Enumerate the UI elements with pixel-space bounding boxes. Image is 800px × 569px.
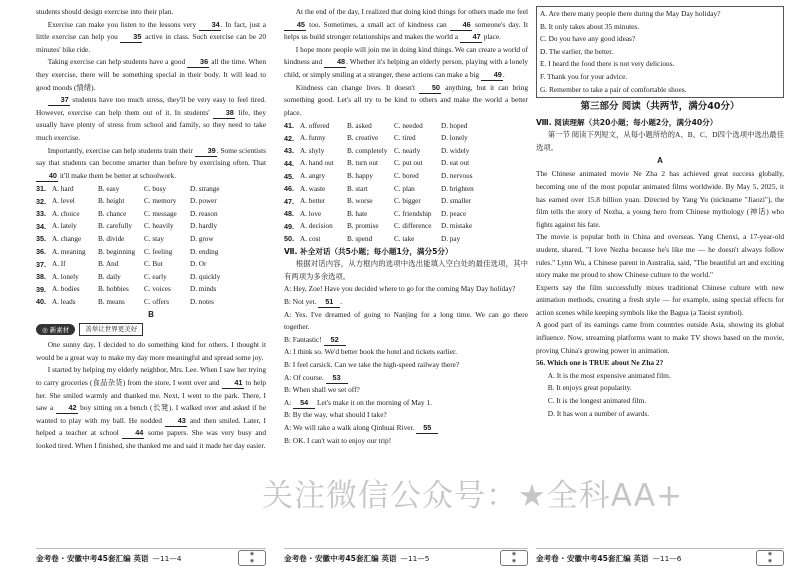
option-row-46 — [284, 182, 488, 195]
answer-blank-43[interactable]: 43 — [165, 416, 187, 427]
option-choice[interactable]: A. choice — [52, 209, 80, 218]
option-choice[interactable]: B. start — [347, 184, 368, 193]
dialogue — [284, 283, 528, 447]
option-choice[interactable]: A. hard — [52, 184, 74, 193]
dialogue-line: A: Yes. I've dreamed of going to Nanjing for a long time. We can go there together. — [284, 309, 528, 332]
option-choice[interactable]: D. eat out — [441, 159, 470, 168]
answer-blank-35[interactable]: 35 — [120, 32, 142, 43]
publisher-logo-icon: ◉ ◉ — [756, 550, 784, 566]
option-choice[interactable]: B. creative — [347, 134, 379, 143]
option-choice[interactable]: C. stay — [144, 234, 164, 243]
passage-b-continuation — [284, 6, 528, 119]
option-choice[interactable]: B. worse — [347, 197, 373, 206]
question-number: 45. — [284, 171, 294, 181]
question-number: 37. — [36, 259, 46, 269]
dialogue-line: B: By the way, what should I take? — [284, 410, 387, 420]
option-choice[interactable]: B. divide — [98, 234, 125, 243]
option-choice[interactable]: D. notes — [190, 297, 214, 306]
option-choice[interactable]: A. funny — [300, 134, 326, 143]
paragraph: The Chinese animated movie Ne Zha 2 has achieved great success globally, becoming one of the most popular animated films worldwide. By May 5, 2025, it has earned over 15.8 billion yuan. Directed by Yang Yu (nickname "Jiaozi"), the film tells the story of Nezha, a young hero from Chinese mythology (神话) who fights against his fate. — [536, 169, 784, 229]
option-choice[interactable]: A. hand out — [300, 159, 334, 168]
option-choice[interactable]: C. voices — [144, 285, 171, 294]
question-option[interactable]: D. It has won a number of awards. — [547, 408, 650, 418]
page-footer — [284, 548, 528, 567]
question-number: 50. — [284, 234, 294, 244]
answer-blank-34[interactable]: 34 — [199, 20, 221, 31]
option-choice[interactable]: B. hate — [347, 209, 368, 218]
answer-blank-52[interactable]: 52 — [324, 335, 346, 346]
dialogue-line: A: Hey, Zoe! Have you decided where to go for the coming May Day holiday? — [284, 284, 516, 294]
question-number: 41. — [284, 121, 294, 131]
option-choice[interactable]: B. daily — [98, 272, 121, 281]
reading-instructions: 第一节 阅读下列短文，从每小题所给的A、B、C、D四个选项中选出最佳选项。 — [536, 130, 784, 152]
question-number: 36. — [36, 247, 46, 257]
option-choice[interactable]: A. better — [300, 197, 326, 206]
option-choice[interactable]: D. widely — [441, 146, 470, 155]
footer-title: 金考卷 · 安徽中考45套汇编 英语 — [36, 553, 149, 563]
question-number: 44. — [284, 158, 294, 168]
option-choice[interactable]: B. turn out — [347, 159, 378, 168]
reading-passage-a — [536, 168, 784, 357]
answer-blank-54[interactable]: 54 — [293, 398, 315, 409]
option-row-47 — [284, 195, 488, 208]
question-number: 31. — [36, 184, 46, 194]
answer-blank-55[interactable]: 55 — [416, 423, 438, 434]
option-choice[interactable]: D. lonely — [441, 134, 468, 143]
answer-blank-47[interactable]: 47 — [460, 32, 482, 43]
option-choice[interactable]: C. tired — [394, 134, 416, 143]
dialogue-line: B: When shall we set off? — [284, 385, 360, 395]
dialogue-choice-option: F. Thank you for your advice. — [540, 71, 628, 81]
answer-blank-50[interactable]: 50 — [419, 83, 441, 94]
option-choice[interactable]: A. decision — [300, 222, 333, 231]
answer-blank-36[interactable]: 36 — [187, 57, 209, 68]
reading-section-heading: Ⅷ. 阅读理解（共20小题；每小题2分，满分40分） — [536, 118, 718, 128]
option-choice[interactable]: C. memory — [144, 197, 177, 206]
option-row-38 — [36, 270, 236, 283]
option-row-44 — [284, 157, 488, 170]
option-choice[interactable]: A. If — [52, 260, 66, 269]
option-choice[interactable]: C. nearly — [394, 146, 421, 155]
option-choice[interactable]: D. pay — [441, 234, 461, 243]
paragraph: Experts say the film successfully mixes traditional Chinese culture with new animation methods, creating a fresh style — for example, using special effects for action scenes while keeping symbols like the Bagua (a Taoist symbol). — [536, 282, 784, 317]
option-choice[interactable]: B. promise — [347, 222, 379, 231]
question-number: 34. — [36, 221, 46, 231]
question-56-options — [536, 370, 784, 420]
answer-blank-42[interactable]: 42 — [56, 403, 78, 414]
dialogue-line: A: 54 Let's make it on the morning of May 1. — [284, 397, 432, 407]
paragraph: Taking exercise can help students have a good 36 all the time. When they exercise, there will be something special in their body. It will lead to good moods (情绪). — [36, 57, 266, 92]
option-row-35 — [36, 233, 236, 246]
option-choice[interactable]: A. bodies — [52, 285, 80, 294]
question-number: 49. — [284, 221, 294, 231]
option-choice[interactable]: D. minds — [190, 285, 217, 294]
option-choice[interactable]: B. hobbies — [98, 285, 129, 294]
option-choice[interactable]: B. height — [98, 197, 125, 206]
part-three-title: 第三部分 阅读（共两节，满分40分） — [580, 101, 740, 113]
question-number: 48. — [284, 209, 294, 219]
option-choice[interactable]: A. level — [52, 197, 75, 206]
passage-a-continuation — [36, 6, 266, 182]
footer-title: 金考卷 · 安徽中考45套汇编 英语 — [536, 553, 649, 563]
footer-page-number: —11—5 — [400, 553, 430, 563]
option-choice[interactable]: A. love — [300, 209, 322, 218]
option-choice[interactable]: B. spend — [347, 234, 373, 243]
option-choice[interactable]: C. needed — [394, 121, 423, 130]
question-option[interactable]: B. It enjoys great popularity. — [547, 383, 632, 393]
page-footer — [536, 548, 784, 567]
dialogue-line: B: Not yet. 51 . — [284, 297, 343, 307]
dialogue-choice-option: C. Do you have any good ideas? — [540, 34, 636, 44]
option-row-36 — [36, 245, 236, 258]
paragraph: A good part of its earnings came from countries outside Asia, showing its global influence. Now, streaming platforms want to make TV shows based on the movie, proving China's growing power in animation. — [536, 320, 784, 355]
question-number: 40. — [36, 297, 46, 307]
passage-b-letter: B — [148, 310, 154, 320]
dialogue-line: A: We will take a walk along Qinhuai River. 55 — [284, 422, 528, 435]
option-choice[interactable]: D. reason — [190, 209, 218, 218]
option-row-45 — [284, 170, 488, 183]
paragraph: Kindness can change lives. It doesn't 50 anything, but it can bring something good. Let's all try to be kind to others and make the world a better place. — [284, 82, 528, 117]
answer-blank-40[interactable]: 40 — [36, 171, 58, 182]
option-row-40 — [36, 296, 236, 309]
dialogue-choice-option: E. I heard the food there is not very delicious. — [540, 59, 675, 69]
question-number: 33. — [36, 209, 46, 219]
options-table-31-40 — [36, 182, 236, 308]
passage-a-letter: A — [657, 156, 663, 166]
option-choice[interactable]: A. meaning — [52, 247, 86, 256]
footer-page-number: —11—6 — [652, 553, 682, 563]
option-row-34 — [36, 220, 236, 233]
question-number: 32. — [36, 196, 46, 206]
answer-blank-45[interactable]: 45 — [284, 20, 306, 31]
page-4 — [0, 0, 268, 569]
option-choice[interactable]: C. early — [144, 272, 167, 281]
paragraph: At the end of the day, I realized that doing kind things for others made me feel 45 too. Sometimes, a small act of kindness can 46 someone's day. It helps us build stronger relationships and makes the world a 47 place. — [284, 7, 528, 42]
answer-blank-46[interactable]: 46 — [450, 20, 472, 31]
option-choice[interactable]: A. leads — [52, 297, 76, 306]
question-number: 42. — [284, 133, 294, 143]
option-row-31 — [36, 182, 236, 195]
option-choice[interactable]: C. put out — [394, 159, 423, 168]
option-choice[interactable]: A. offered — [300, 121, 330, 130]
footer-title: 金考卷 · 安徽中考45套汇编 英语 — [284, 553, 397, 563]
option-choice[interactable]: B. easy — [98, 184, 120, 193]
paragraph: The movie is popular both in China and overseas. Yang Chenxi, a 17-year-old student, shared, "I love Nezha because he's like me — he doesn't always follow rules." Lynn Wu, a Chinese parent in Australia, said, "The beautiful art and exciting story make me proud to show Chinese culture to the world." — [536, 232, 784, 280]
option-choice[interactable]: B. happy — [347, 172, 373, 181]
option-choice[interactable]: A. lonely — [52, 272, 79, 281]
option-choice[interactable]: B. means — [98, 297, 125, 306]
question-number: 38. — [36, 272, 46, 282]
option-choice[interactable]: C. message — [144, 209, 177, 218]
option-choice[interactable]: D. ending — [190, 247, 219, 256]
paragraph: One sunny day, I decided to do something kind for others. I thought it would be a great way to make my day more meaningful and spread some joy. — [36, 340, 266, 362]
publisher-logo-icon: ◉ ◉ — [500, 550, 528, 566]
option-row-39 — [36, 283, 236, 296]
dialogue-line: A: I think so. We'd better book the hotel and tickets earlier. — [284, 347, 457, 357]
question-number: 39. — [36, 284, 46, 294]
option-choice[interactable]: C. heavily — [144, 222, 174, 231]
material-banner — [36, 323, 266, 336]
paragraph: I hope more people will join me in doing kind things. We can create a world of kindness and 48. Whether it's helping an elderly person, playing with a lonely child, or simply smiling at a stranger, these actions can make a big 49. — [284, 44, 528, 79]
answer-blank-41[interactable]: 41 — [222, 378, 244, 389]
watermark: 关注微信公众号：★全科AA+ — [262, 478, 684, 514]
paragraph: Exercise can make you listen to the lessons very 34. In fact, just a little exercise can help you 35 active in class. Such exercise can be 20 minutes' bike ride. — [36, 19, 266, 54]
answer-blank-37[interactable]: 37 — [48, 95, 70, 106]
question-56: 56. Which one is TRUE about Ne Zha 2? — [536, 358, 664, 368]
page-6 — [532, 0, 800, 569]
paragraph: I started by helping my elderly neighbor, Mrs. Lee. When I saw her trying to carry groceries (食品杂货) from the store, I went over and 41 to help her. She smiled warmly and thanked me. Next, I went to the park. There, I saw a 42 boy sitting on a bench (长凳). I walked over and asked if he wanted to play with my ball. He nodded 43 and then smiled. Later, I helped a teacher at school 44 some papers. She was very busy and looked tired. When I finished, she thanked me and said it made her day easier. — [36, 365, 266, 450]
option-choice[interactable]: D. hardly — [190, 222, 218, 231]
option-choice[interactable]: C. bored — [394, 172, 419, 181]
answer-blank-39[interactable]: 39 — [195, 146, 217, 157]
option-choice[interactable]: B. asked — [347, 121, 372, 130]
dialogue-choices-box — [536, 6, 784, 98]
option-row-49 — [284, 220, 488, 233]
option-choice[interactable]: C. feeling — [144, 247, 173, 256]
option-choice[interactable]: D. quickly — [190, 272, 221, 281]
dialogue-choice-option: D. The earlier, the better. — [540, 46, 614, 56]
answer-blank-49[interactable]: 49 — [481, 70, 503, 81]
option-row-37 — [36, 258, 236, 271]
passage-b — [36, 339, 266, 452]
dialogue-line: B: Fantastic! 52 — [284, 334, 528, 347]
option-choice[interactable]: B. chance — [98, 209, 127, 218]
option-choice[interactable]: A. shyly — [300, 146, 325, 155]
answer-blank-38[interactable]: 38 — [213, 108, 235, 119]
option-choice[interactable]: C. busy — [144, 184, 166, 193]
option-choice[interactable]: A. angry — [300, 172, 326, 181]
option-choice[interactable]: C. take — [394, 234, 415, 243]
option-choice[interactable]: B. completely — [347, 146, 388, 155]
option-row-33 — [36, 208, 236, 221]
banner-title: 善举让世界更美好 — [79, 323, 143, 336]
option-choice[interactable]: D. Or — [190, 260, 207, 269]
publisher-logo-icon: ◉ ◉ — [238, 550, 266, 566]
option-choice[interactable]: D. power — [190, 197, 217, 206]
option-choice[interactable]: D. smaller — [441, 197, 471, 206]
dialogue-line: A: Of course. 53 — [284, 372, 528, 385]
option-choice[interactable]: D. mistake — [441, 222, 473, 231]
option-row-32 — [36, 195, 236, 208]
question-number: 35. — [36, 234, 46, 244]
option-row-43 — [284, 145, 488, 158]
question-number: 47. — [284, 196, 294, 206]
paragraph: Importantly, exercise can help students train their 39. Some scientists say that students can become smarter than before by exercising often. That 40 it'll make them be better at schoolwork. — [36, 145, 266, 180]
dialogue-section-heading: Ⅶ. 补全对话（共5小题；每小题1分，满分5分） — [284, 247, 453, 257]
question-number: 43. — [284, 146, 294, 156]
option-choice[interactable]: B. beginning — [98, 247, 136, 256]
option-row-41 — [284, 119, 488, 132]
option-choice[interactable]: C. difference — [394, 222, 432, 231]
paragraph: 37 students have too much stress, they'll be very easy to feel tired. However, exercise can help them out of it. In students' 38 life, they usually have plenty of stress from school and family, so they need to take much exercise. — [36, 95, 266, 142]
option-choice[interactable]: A. change — [52, 234, 82, 243]
footer-page-number: —11—4 — [152, 553, 182, 563]
option-row-42 — [284, 132, 488, 145]
paragraph: students should design exercise into their plan. — [36, 7, 174, 16]
option-choice[interactable]: C. But — [144, 260, 163, 269]
option-choice[interactable]: B. And — [98, 260, 119, 269]
option-choice[interactable]: D. grow — [190, 234, 214, 243]
answer-blank-48[interactable]: 48 — [324, 57, 346, 68]
question-option[interactable]: A. It is the most expensive animated film. — [547, 370, 671, 380]
dialogue-line: B: I feel carsick. Can we take the high-speed railway there? — [284, 360, 460, 370]
option-choice[interactable]: D. peace — [441, 209, 467, 218]
dialogue-line: B: OK. I can't wait to enjoy our trip! — [284, 435, 392, 445]
answer-blank-53[interactable]: 53 — [326, 373, 348, 384]
question-number: 46. — [284, 184, 294, 194]
option-choice[interactable]: C. offers — [144, 297, 170, 306]
option-choice[interactable]: A. waste — [300, 184, 326, 193]
dialogue-choice-option: B. It only takes about 35 minutes. — [540, 21, 640, 31]
answer-blank-44[interactable]: 44 — [122, 428, 144, 439]
dialogue-instructions: 根据对话内容，从方框内的选项中选出能填入空白处的最佳选项，其中有两项为多余选项。 — [284, 259, 528, 281]
option-choice[interactable]: A. lately — [52, 222, 77, 231]
options-table-41-50 — [284, 119, 488, 245]
page-footer — [36, 548, 266, 567]
option-choice[interactable]: D. nervous — [441, 172, 473, 181]
new-material-tag: ◎ 新素材 — [36, 324, 75, 335]
page-5 — [280, 0, 532, 569]
option-choice[interactable]: A. cost — [300, 234, 321, 243]
option-choice[interactable]: D. hoped — [441, 121, 468, 130]
dialogue-choice-option: A. Are there many people there during the May Day holiday? — [540, 9, 721, 18]
option-choice[interactable]: D. brighten — [441, 184, 474, 193]
question-option[interactable]: C. It is the longest animated film. — [547, 396, 647, 406]
option-row-48 — [284, 208, 488, 221]
option-choice[interactable]: C. plan — [394, 184, 415, 193]
option-choice[interactable]: D. strange — [190, 184, 220, 193]
answer-blank-51[interactable]: 51 — [318, 297, 340, 308]
option-choice[interactable]: B. carefully — [98, 222, 132, 231]
dialogue-choice-option: G. Remember to take a pair of comfortable shoes. — [540, 84, 687, 94]
option-row-50 — [284, 233, 488, 246]
option-choice[interactable]: C. bigger — [394, 197, 421, 206]
option-choice[interactable]: C. friendship — [394, 209, 432, 218]
